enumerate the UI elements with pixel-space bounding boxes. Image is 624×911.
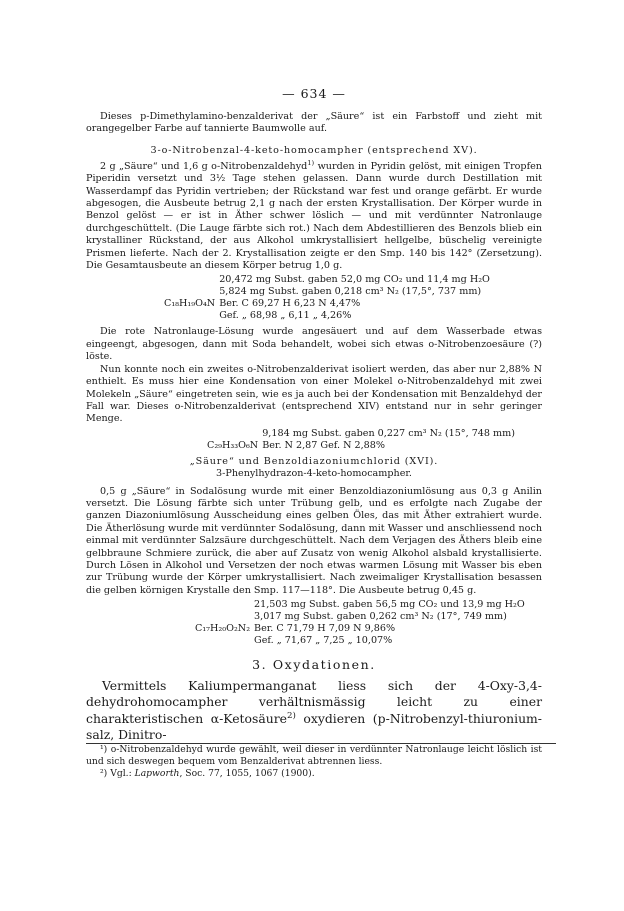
formula-cell: C₁₈H₁₉O₄N xyxy=(164,298,216,310)
formula-cell xyxy=(195,599,254,611)
analysis-row xyxy=(195,623,529,635)
formula-cell xyxy=(207,428,262,440)
analysis-cell: 3,017 mg Subst. gaben 0,262 cm³ N₂ (17°, 749 mm) xyxy=(254,611,507,623)
analysis-row xyxy=(164,286,494,298)
analysis-cell: 9,184 mg Subst. gaben 0,227 cm³ N₂ (15°, 748 mm) xyxy=(262,427,515,439)
footnote-2 xyxy=(86,768,542,780)
page-number: — 634 — xyxy=(282,86,346,101)
section-heading-diazonium: „Säure“ und Benzoldiazoniumchlorid (XVI). xyxy=(189,455,439,467)
paragraph-text: wurden in Pyridin gelöst, mit einigen Tropfen Piperidin versetzt und 3½ Tage stehen gelassen. Dann wurde durch Destillation mit Wasserdampf das Pyridin vertrieben; der Rückstand war fest und orange gefärbt. Er wurde abgesogen, die Ausbeute betrug 2,1 g nach der ersten Krystallisation. Der Körper wurde in Benzol gelöst — er ist in Äther schwer löslich — und mit verdünnter Natronlauge durchgeschüttelt. (Die Lauge färbte sich rot.) Nach dem Abdestillieren des Benzols blieb ein krystalliner Rückstand, der aus Alkohol umkrystallisiert hellgelbe, büschelig vereinigte Prismen lieferte. Nach der 2. Krystallisation zeigte er den Smp. 140 bis 142° (Zersetzung). Die Gesamtausbeute an diesem Körper betrug 1,0 g. xyxy=(86,160,542,272)
analysis-cell: Gef. „ 68,98 „ 6,11 „ 4,26% xyxy=(219,310,352,322)
analysis-cell: Ber. N 2,87 Gef. N 2,88% xyxy=(262,439,385,451)
footnote-author: Lapworth xyxy=(134,768,180,779)
section-title-oxydationen: 3. Oxydationen. xyxy=(252,657,376,673)
analysis-cell: 21,503 mg Subst. gaben 56,5 mg CO₂ und 13,9 mg H₂O xyxy=(254,599,525,611)
footnote-ref-2: 2) xyxy=(286,710,296,721)
analysis-cell: 20,472 mg Subst. gaben 52,0 mg CO₂ und 11,4 mg H₂O xyxy=(219,274,490,286)
analysis-row xyxy=(164,310,494,322)
procedure-paragraph-3: Nun konnte noch ein zweites o-Nitrobenzalderivat isoliert werden, das aber nur 2,88% N enthielt. Es muss hier eine Kondensation von einer Molekel o-Nitrobenzaldehyd mit zwei Molekeln „Säure“ eingetreten sein, wie es ja auch bei der Kondensation mit Benzaldehyd der Fall war. Dieses o-Nitrobenzalderivat (entsprechend XIV) entstand nur in sehr geringer Menge. xyxy=(86,363,542,425)
oxidation-paragraph xyxy=(86,678,542,743)
analysis-cell: Ber. C 69,27 H 6,23 N 4,47% xyxy=(219,298,361,310)
footnote-ref-1: 1) xyxy=(307,158,315,167)
formula-cell xyxy=(164,310,219,322)
analysis-row xyxy=(195,599,529,611)
analysis-table-1 xyxy=(164,274,494,322)
intro-paragraph: Dieses p-Dimethylamino-benzalderivat der „Säure“ ist ein Farbstoff und zieht mit orangegelber Farbe auf tannierte Baumwolle auf. xyxy=(86,111,542,135)
paragraph-text: Vermittels Kaliumpermanganat liess sich der 4-Oxy-3,4-dehydrohomocampher verhältnismässig leicht zu einer charakteristischen α-Ketosäure xyxy=(86,678,542,726)
analysis-row xyxy=(195,611,529,623)
formula-cell: C₂₉H₃₃O₆N xyxy=(207,439,259,451)
formula-cell xyxy=(164,286,219,298)
analysis-table-2 xyxy=(207,428,519,452)
formula-cell xyxy=(164,274,219,286)
formula-cell xyxy=(195,611,254,623)
footnote-1: ¹) o-Nitrobenzaldehyd wurde gewählt, weil dieser in verdünnter Natronlauge leicht löslich ist und sich deswegen bequem vom Benzalderivat abtrennen liess. xyxy=(86,744,542,767)
procedure-paragraph-1 xyxy=(86,158,542,273)
analysis-cell: Ber. C 71,79 H 7,09 N 9,86% xyxy=(254,623,396,635)
formula-cell xyxy=(195,635,254,647)
analysis-row xyxy=(164,298,494,310)
procedure-paragraph-4: 0,5 g „Säure“ in Sodalösung wurde mit einer Benzoldiazoniumlösung aus 0,3 g Anilin versetzt. Die Lösung färbte sich unter Trübung gelb, und es erfolgte nach Zugabe der ganzen Diazoniumlösung Ausscheidung eines gelben Öles, das mit Äther extrahiert wurde. Die Ätherlösung wurde mit verdünnter Sodalösung, dann mit Wasser und anschliessend noch einmal mit verdünnter Salzsäure durchgeschüttelt. Nach dem Verjagen des Äthers bleib eine gelbbraune Schmiere zurück, die aber auf Zusatz von wenig Alkohol alsbald krystallisierte. Durch Lösen in Alkohol und Versetzen der noch etwas warmen Lösung mit Wasser bis eben zur Trübung wurde der Körper umkrystallisiert. Nach zweimaliger Krystallisation besassen die gelben körnigen Krystalle den Smp. 117—118°. Die Ausbeute betrug 0,45 g. xyxy=(86,485,542,596)
footnote-text: , Soc. 77, 1055, 1067 (1900). xyxy=(179,768,315,779)
paragraph-text: oxydieren (p-Nitrobenzyl-thiuronium-salz, Dinitro- xyxy=(86,710,542,742)
paragraph-text: 2 g „Säure“ und 1,6 g o-Nitrobenzaldehyd xyxy=(100,160,308,172)
formula-cell: C₁₇H₂₀O₂N₂ xyxy=(195,623,251,635)
analysis-row xyxy=(195,635,529,647)
procedure-paragraph-2: Die rote Natronlauge-Lösung wurde angesäuert und auf dem Wasserbade etwas eingeengt, abgesogen, dann mit Soda behandelt, wobei sich etwas o-Nitrobenzoesäure (?) löste. xyxy=(86,326,542,363)
section-heading-nitrobenzal: 3-o-Nitrobenzal-4-keto-homocampher (entsprechend XV). xyxy=(150,144,478,156)
footnote-text: ²) Vgl.: xyxy=(100,768,135,779)
analysis-row xyxy=(207,428,519,440)
analysis-row xyxy=(207,440,519,452)
analysis-cell: Gef. „ 71,67 „ 7,25 „ 10,07% xyxy=(254,635,393,647)
analysis-row xyxy=(164,274,494,286)
section-subheading-phenylhydrazon: 3-Phenylhydrazon-4-keto-homocampher. xyxy=(216,468,412,480)
analysis-table-3 xyxy=(195,599,529,647)
analysis-cell: 5,824 mg Subst. gaben 0,218 cm³ N₂ (17,5°, 737 mm) xyxy=(219,286,482,298)
page-content xyxy=(86,86,542,780)
